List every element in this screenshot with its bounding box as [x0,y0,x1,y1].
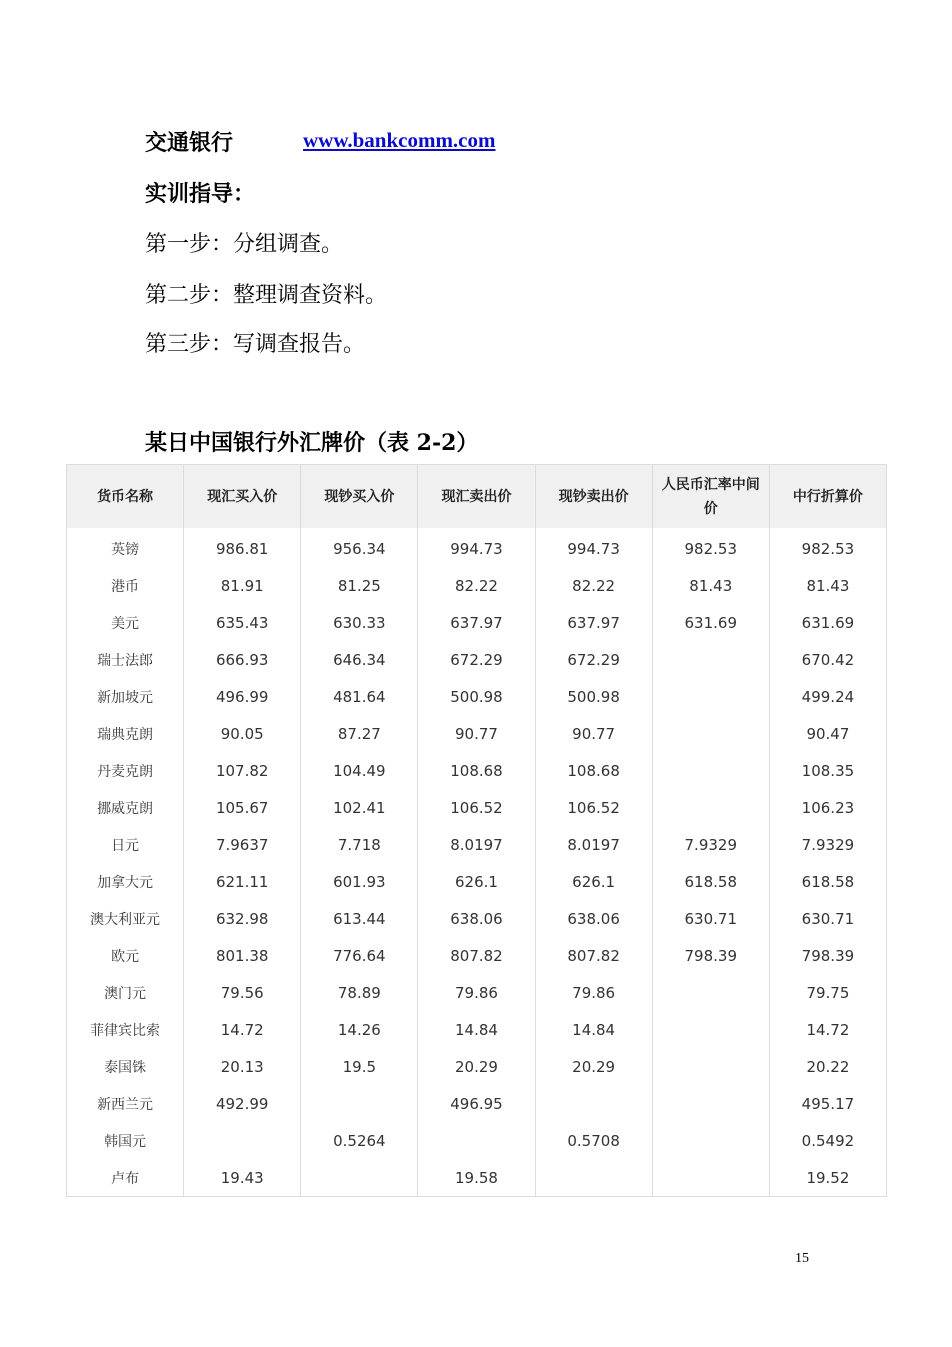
rate-cell: 7.9329 [652,826,769,863]
rate-cell: 986.81 [184,528,301,567]
currency-name-cell: 瑞典克朗 [67,715,184,752]
rate-cell: 626.1 [535,863,652,900]
guide-step-2: 第二步：整理调查资料。 [145,283,388,308]
rate-cell: 19.5 [301,1048,418,1085]
table-row [67,1011,887,1048]
table-title: 某日中国银行外汇牌价（表 2-2） [145,430,479,456]
currency-name-cell: 新西兰元 [67,1085,184,1122]
currency-name-cell: 英镑 [67,528,184,567]
table-row [67,641,887,678]
rate-cell [418,1122,535,1159]
column-header: 货币名称 [67,465,184,529]
rate-cell: 87.27 [301,715,418,752]
guide-step-3: 第三步：写调查报告。 [145,332,366,357]
rate-cell [301,1159,418,1197]
rate-cell: 672.29 [418,641,535,678]
rate-cell: 666.93 [184,641,301,678]
rate-cell: 106.52 [418,789,535,826]
rate-cell: 0.5264 [301,1122,418,1159]
rate-cell: 7.9637 [184,826,301,863]
rate-cell [535,1159,652,1197]
table-row [67,1122,887,1159]
table-row [67,1159,887,1197]
currency-name-cell: 澳门元 [67,974,184,1011]
rate-cell: 108.68 [418,752,535,789]
rate-cell: 801.38 [184,937,301,974]
rate-cell: 79.86 [418,974,535,1011]
rate-cell: 7.718 [301,826,418,863]
table-row [67,752,887,789]
currency-name-cell: 泰国铢 [67,1048,184,1085]
rate-cell: 106.52 [535,789,652,826]
rate-cell: 500.98 [535,678,652,715]
currency-name-cell: 挪威克朗 [67,789,184,826]
column-header: 现钞买入价 [301,465,418,529]
rate-cell: 79.75 [769,974,886,1011]
rate-cell: 500.98 [418,678,535,715]
table-header-row [67,465,887,529]
rate-cell: 108.68 [535,752,652,789]
rate-cell: 14.84 [418,1011,535,1048]
rate-cell: 982.53 [652,528,769,567]
rate-cell: 81.43 [652,567,769,604]
rate-cell: 79.56 [184,974,301,1011]
rate-cell [652,641,769,678]
column-header: 中行折算价 [769,465,886,529]
rate-cell [652,1011,769,1048]
table-row [67,937,887,974]
rate-cell: 495.17 [769,1085,886,1122]
table-row [67,678,887,715]
rate-cell: 994.73 [418,528,535,567]
column-header: 现汇买入价 [184,465,301,529]
bank-name: 交通银行 [145,130,234,156]
rate-cell: 626.1 [418,863,535,900]
currency-name-cell: 澳大利亚元 [67,900,184,937]
rate-cell: 8.0197 [535,826,652,863]
rate-cell: 0.5492 [769,1122,886,1159]
rate-cell: 776.64 [301,937,418,974]
rate-cell: 670.42 [769,641,886,678]
rate-cell: 90.77 [418,715,535,752]
rate-cell: 20.22 [769,1048,886,1085]
rate-cell [652,752,769,789]
rate-cell: 807.82 [418,937,535,974]
table-body [67,528,887,1197]
currency-name-cell: 新加坡元 [67,678,184,715]
currency-name-cell: 日元 [67,826,184,863]
page-number: 15 [795,1251,809,1266]
rate-cell: 104.49 [301,752,418,789]
rate-cell: 105.67 [184,789,301,826]
rate-cell: 8.0197 [418,826,535,863]
bank-website-link[interactable]: www.bankcomm.com [303,128,496,152]
rate-cell: 14.72 [769,1011,886,1048]
rate-cell: 108.35 [769,752,886,789]
currency-name-cell: 丹麦克朗 [67,752,184,789]
rate-cell [184,1122,301,1159]
table-row [67,826,887,863]
rate-cell: 20.29 [418,1048,535,1085]
rate-cell: 798.39 [769,937,886,974]
table-row [67,1048,887,1085]
rate-cell [652,715,769,752]
exchange-rate-table [66,464,887,1197]
table-row [67,1085,887,1122]
rate-cell: 81.25 [301,567,418,604]
rate-cell [301,1085,418,1122]
rate-cell: 956.34 [301,528,418,567]
rate-cell: 621.11 [184,863,301,900]
rate-cell: 618.58 [769,863,886,900]
rate-cell: 798.39 [652,937,769,974]
rate-cell [652,1159,769,1197]
rate-cell: 79.86 [535,974,652,1011]
guide-title: 实训指导： [145,181,256,207]
currency-name-cell: 菲律宾比索 [67,1011,184,1048]
table-row [67,863,887,900]
rate-cell: 90.77 [535,715,652,752]
rate-cell [535,1085,652,1122]
rate-cell: 20.29 [535,1048,652,1085]
rate-cell: 618.58 [652,863,769,900]
table-row [67,604,887,641]
rate-cell: 78.89 [301,974,418,1011]
rate-cell: 630.71 [652,900,769,937]
rate-cell: 90.47 [769,715,886,752]
rate-cell: 631.69 [652,604,769,641]
rate-cell: 102.41 [301,789,418,826]
rate-cell: 106.23 [769,789,886,826]
rate-cell: 496.95 [418,1085,535,1122]
rate-cell: 637.97 [535,604,652,641]
rate-cell: 672.29 [535,641,652,678]
column-header: 现汇卖出价 [418,465,535,529]
column-header: 现钞卖出价 [535,465,652,529]
rate-cell: 613.44 [301,900,418,937]
rate-cell: 481.64 [301,678,418,715]
rate-cell: 492.99 [184,1085,301,1122]
rate-cell: 632.98 [184,900,301,937]
rate-cell: 14.72 [184,1011,301,1048]
rate-cell: 14.84 [535,1011,652,1048]
guide-step-1: 第一步：分组调查。 [145,232,344,257]
rate-cell: 638.06 [418,900,535,937]
rate-cell: 646.34 [301,641,418,678]
table-row [67,567,887,604]
rate-cell: 19.52 [769,1159,886,1197]
currency-name-cell: 港币 [67,567,184,604]
rate-cell: 82.22 [418,567,535,604]
currency-name-cell: 欧元 [67,937,184,974]
table-row [67,528,887,567]
rate-cell: 82.22 [535,567,652,604]
table-row [67,900,887,937]
rate-cell: 7.9329 [769,826,886,863]
rate-cell: 20.13 [184,1048,301,1085]
rate-cell: 496.99 [184,678,301,715]
table-row [67,715,887,752]
rate-cell: 637.97 [418,604,535,641]
table-row [67,974,887,1011]
rate-cell: 635.43 [184,604,301,641]
rate-cell [652,789,769,826]
rate-cell [652,678,769,715]
currency-name-cell: 韩国元 [67,1122,184,1159]
rate-cell: 601.93 [301,863,418,900]
column-header: 人民币汇率中间价 [652,465,769,529]
currency-name-cell: 卢布 [67,1159,184,1197]
rate-cell: 638.06 [535,900,652,937]
rate-cell: 982.53 [769,528,886,567]
rate-cell: 631.69 [769,604,886,641]
currency-name-cell: 瑞士法郎 [67,641,184,678]
rate-cell: 19.58 [418,1159,535,1197]
rate-cell [652,1048,769,1085]
rate-cell: 90.05 [184,715,301,752]
rate-cell: 81.43 [769,567,886,604]
rate-cell: 807.82 [535,937,652,974]
rate-cell: 0.5708 [535,1122,652,1159]
table-row [67,789,887,826]
rate-cell [652,974,769,1011]
rate-cell: 994.73 [535,528,652,567]
rate-cell: 630.33 [301,604,418,641]
rate-cell: 499.24 [769,678,886,715]
rate-cell: 81.91 [184,567,301,604]
rate-cell [652,1122,769,1159]
rate-cell: 107.82 [184,752,301,789]
currency-name-cell: 加拿大元 [67,863,184,900]
currency-name-cell: 美元 [67,604,184,641]
rate-cell [652,1085,769,1122]
rate-cell: 14.26 [301,1011,418,1048]
rate-cell: 19.43 [184,1159,301,1197]
rate-cell: 630.71 [769,900,886,937]
